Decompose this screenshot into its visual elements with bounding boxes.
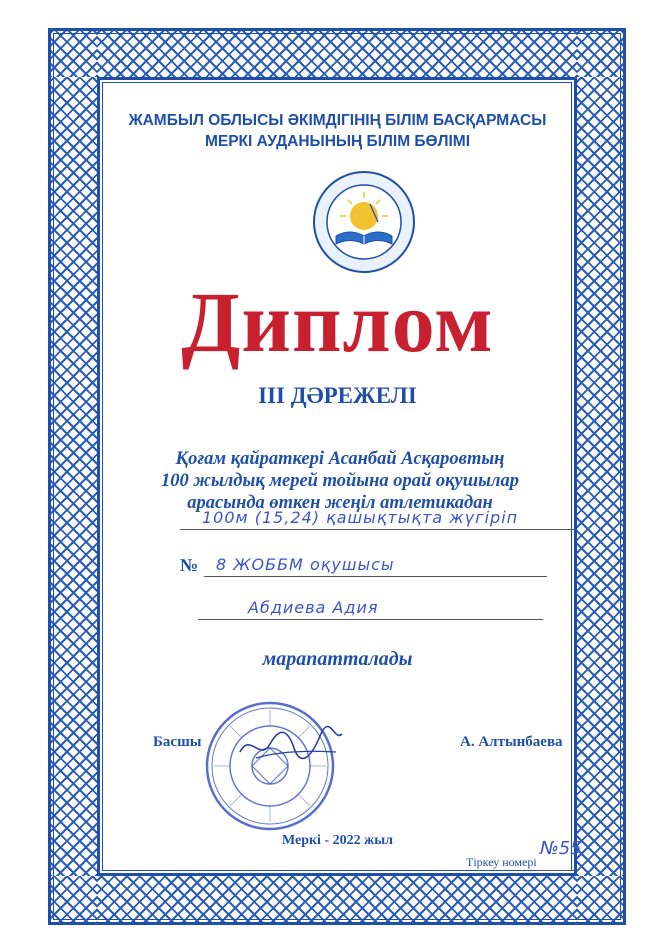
school-number-label: № xyxy=(180,555,199,575)
registration-label: Тіркеу номері xyxy=(466,855,537,869)
description-line-3: арасында өткен жеңіл атлетикадан xyxy=(187,493,493,513)
student-name-field: Абдиева Адия xyxy=(198,596,543,620)
head-name: А. Алтынбаева xyxy=(460,734,563,750)
diploma-title: Диплом xyxy=(181,274,494,370)
signature-scribble-icon xyxy=(236,722,346,768)
issuer-header xyxy=(110,110,565,152)
degree-label: III ДӘРЕЖЕЛІ xyxy=(258,383,417,408)
registration-number: №55 xyxy=(540,838,582,859)
book-sun-emblem-icon xyxy=(312,170,416,274)
issuer-line-2: МЕРКІ АУДАНЫНЫҢ БІЛІМ БӨЛІМІ xyxy=(204,133,471,150)
issuer-line-1: ЖАМБЫЛ ОБЛЫСЫ ӘКІМДІГІНІҢ БІЛІМ БАСҚАРМАСЫ xyxy=(128,112,547,129)
event-field: 100м (15,24) қашықтықта жүгіріп xyxy=(180,506,575,530)
award-description xyxy=(120,448,560,514)
head-role-label: Басшы xyxy=(153,734,202,750)
awarded-label: марапатталады xyxy=(262,648,413,670)
description-line-2: 100 жылдық мерей тойына орай оқушылар xyxy=(160,471,519,491)
place-and-year: Меркі - 2022 жыл xyxy=(281,833,394,848)
description-line-1: Қоғам қайраткері Асанбай Асқаровтың xyxy=(175,449,505,469)
school-field: 8 ЖОББМ оқушысы xyxy=(204,553,547,577)
